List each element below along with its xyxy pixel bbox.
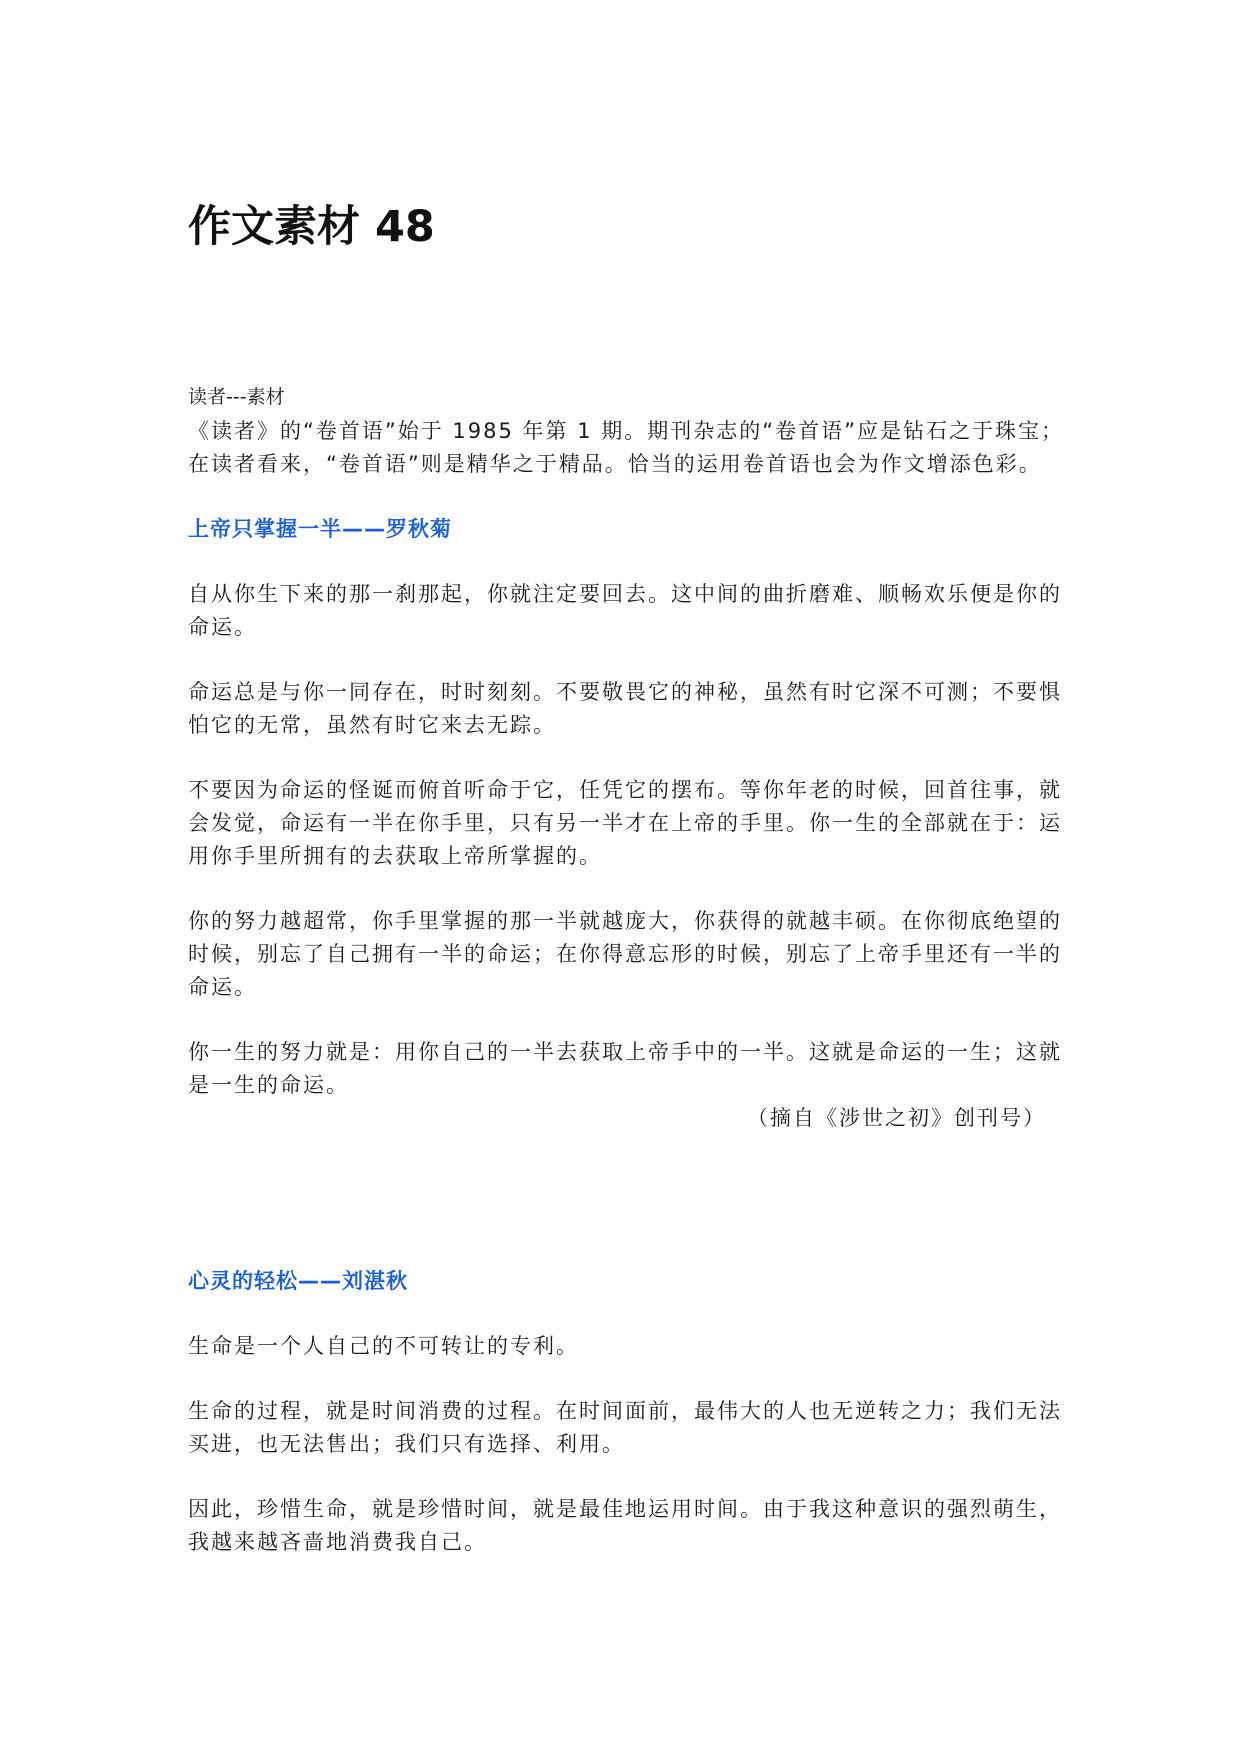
section-heading-1: 上帝只掌握一半——罗秋菊 [188,517,452,541]
section2-paragraph: 因此，珍惜生命，就是珍惜时间，就是最佳地运用时间。由于我这种意识的强烈萌生，我越来越吝啬地消费我自己。 [188,1497,1062,1554]
spacer [188,546,1078,578]
spacer [188,1298,1078,1330]
spacer [188,1461,1078,1493]
section1-paragraph: 你一生的努力就是：用你自己的一半去获取上帝手中的一半。这就是命运的一生；这就是一生的命运。 [188,1040,1062,1097]
section-heading-2: 心灵的轻松——刘湛秋 [188,1269,408,1293]
section1-paragraph: 你的努力越超常，你手里掌握的那一半就越庞大，你获得的就越丰硕。在你彻底绝望的时候，别忘了自己拥有一半的命运；在你得意忘形的时候，别忘了上帝手里还有一半的命运。 [188,909,1062,999]
intro-label: 读者---素材 [188,386,285,408]
page-title: 作文素材 48 [188,202,435,252]
spacer [188,481,1078,513]
spacer [188,873,1078,905]
section2-paragraph: 生命的过程，就是时间消费的过程。在时间面前，最伟大的人也无逆转之力；我们无法买进，也无法售出；我们只有选择、利用。 [188,1399,1062,1456]
section1-paragraph: 不要因为命运的怪诞而俯首听命于它，任凭它的摆布。等你年老的时候，回首往事，就会发觉，命运有一半在你手里，只有另一半才在上帝的手里。你一生的全部就在于：运用你手里所拥有的去获取上帝所掌握的。 [188,778,1062,868]
section1-paragraph: 命运总是与你一同存在，时时刻刻。不要敬畏它的神秘，虽然有时它深不可测；不要惧怕它的无常，虽然有时它来去无踪。 [188,680,1062,737]
section1-paragraph: 自从你生下来的那一刹那起，你就注定要回去。这中间的曲折磨难、顺畅欢乐便是你的命运。 [188,582,1062,639]
spacer [188,1363,1078,1395]
spacer [188,1004,1078,1036]
spacer [188,644,1078,676]
spacer [188,742,1078,774]
source-citation: （摘自《涉世之初》创刊号） [747,1106,1046,1130]
document-body [188,383,1078,1559]
intro-paragraph: 《读者》的“卷首语”始于 1985 年第 1 期。期刊杂志的“卷首语”应是钻石之于珠宝；在读者看来，“卷首语”则是精华之于精品。恰当的运用卷首语也会为作文增添色彩。 [188,419,1065,476]
spacer [188,1135,1078,1265]
section2-paragraph: 生命是一个人自己的不可转让的专利。 [188,1334,579,1358]
